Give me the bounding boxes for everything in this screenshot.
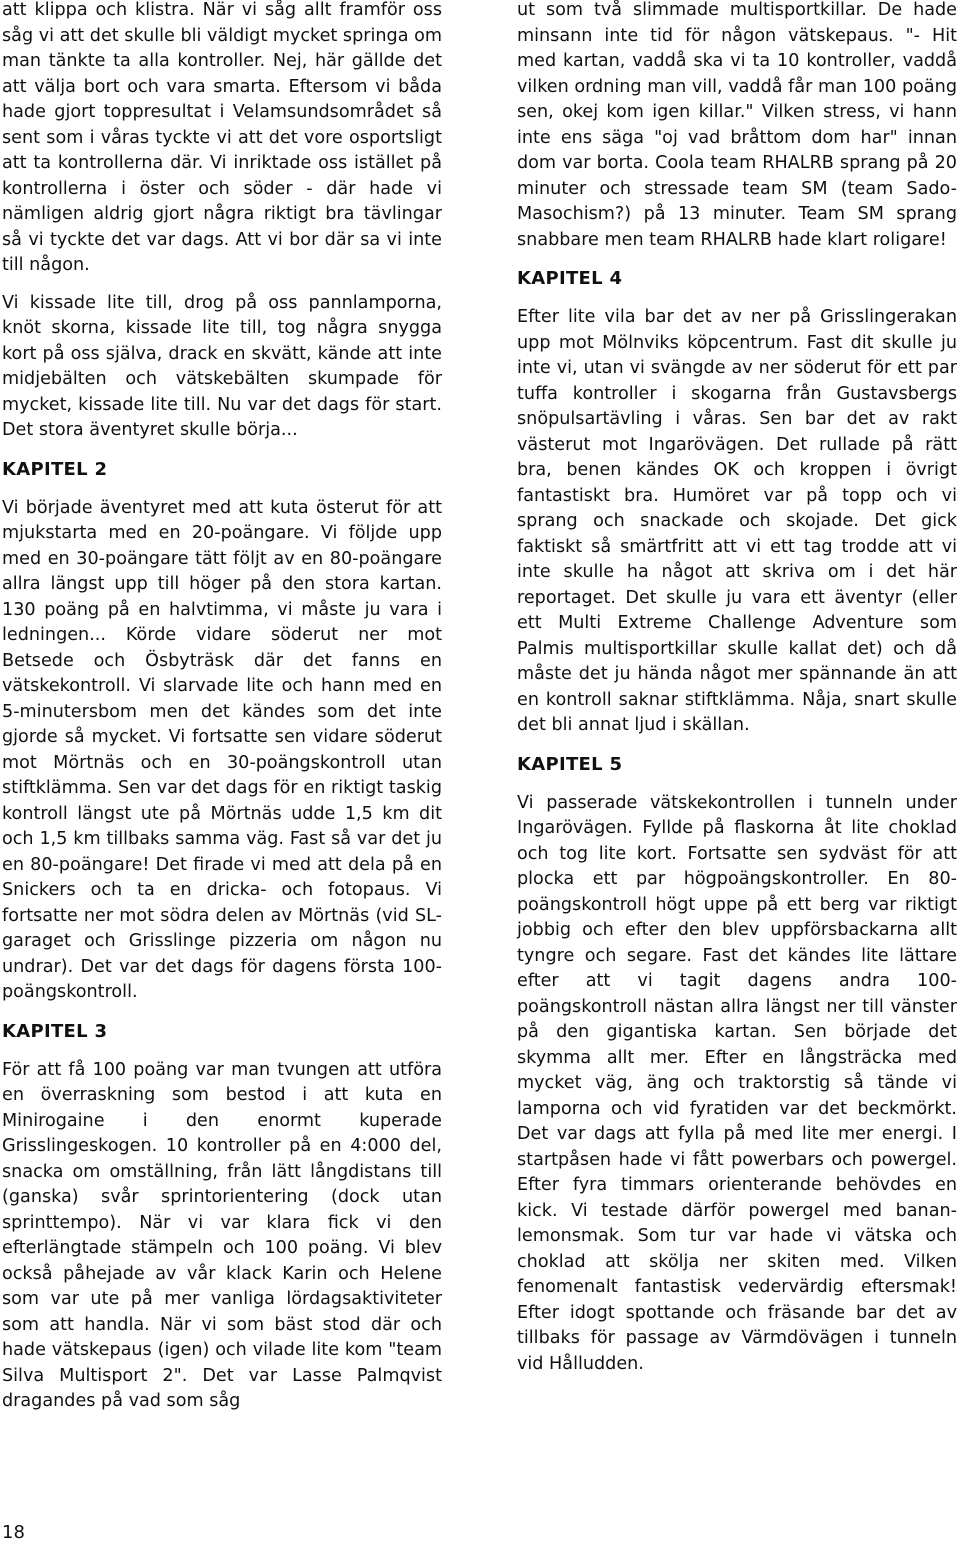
paragraph-kapitel-3: För att få 100 poäng var man tvungen att utföra en överraskning som bestod i att kuta en Minirogaine i den enormt kuperade Grisslingeskogen. 10 kontroller på en 4:000 del, snacka om omställning, från lätt långdistans till (ganska) svår sprintorientering (dock utan sprinttempo). När vi var klara fick vi den efterlängtade stämpeln och 100 poäng. Vi blev också påhejade av vår klack Karin och Helene som var ute på mer vanliga lördagsaktiviteter som att handla. När vi som bäst stod där och hade vätskepaus (igen) och vilade lite kom "team Silva Multisport 2". Det var Lasse Palmqvist dragandes på vad som såg [2,1059,442,1411]
heading-kapitel-3: KAPITEL 3 [2,1020,108,1042]
paragraph-kapitel-5: Vi passerade vätskekontrollen i tunneln under Ingarövägen. Fyllde på flaskorna åt lite choklad och tog lite kort. Fortsatte sen sydväst för att plocka ett par högpoängskontroller. En 80-poängskontroll högt uppe på ett berg var riktigt jobbig och efter den blev uppförsbackarna allt tyngre och segare. Fast det kändes lite lättare efter att vi tagit dagens andra 100-poängskontroll nästan allra längst ner till vänster på den gigantiska kartan. Sen började det skymma allt mer. Efter en långsträcka med mycket väg, äng och traktorstig så tände vi lamporna och vid fyratiden var det beckmörkt. Det var dags att fylla på med lite mer energi. I startpåsen hade vi fått powerbars och powergel. Efter fyra timmars orienterande behövdes en kick. Vi testade därför powergel med banan-lemonsmak. Som tur var hade vi vätska och choklad att skölja ner skiten med. Vilken fenomenalt fantastisk vedervärdig eftersmak! Efter idogt spottande och fräsande bar det av tillbaks för passage av Värmdövägen i tunneln vid Hålludden. [517,792,957,1374]
paragraph-preparation: Vi kissade lite till, drog på oss pannlamporna, knöt skorna, kissade lite till, tog några snygga kort på oss själva, drack en skvätt, kände att inte midjebälten och vätskebälten skumpade för mycket, kissade lite till. Nu var det dags för start. Det stora äventyret skulle börja... [2,292,442,440]
left-column [2,0,442,1427]
heading-kapitel-4: KAPITEL 4 [517,268,623,289]
page-number: 18 [2,1522,25,1543]
paragraph-kapitel-2: Vi började äventyret med att kuta österut för att mjukstarta med en 20-poängare. Vi följde upp med en 30-poängare tätt följt av en 80-poängare allra längst upp till höger på den stora kartan. 130 poäng på en halvtimma, vi måste ju vara i ledningen... Körde vidare söderut ner mot Betsede och Ösbyträsk där det fanns en vätskekontroll. Vi slarvade lite och hann med en 5-minutersbom men det kändes som det inte gjorde så mycket. Vi fortsatte sen vidare söderut mot Mörtnäs och en 30-poängskontroll utan stiftklämma. Sen var det dags för en riktigt taskig kontroll längst ute på Mörtnäs udde 1,5 km dit och 1,5 km tillbaks samma väg. Fast så var det ju en 80-poängare! Det firade vi med att dela på en Snickers och ta en dricka- och fotopaus. Vi fortsatte ner mot södra delen av Mörtnäs (vid SL-garaget och Grisslinge pizzeria om någon nu undrar). Det var det dags för dagens första 100-poängskontroll. [2,497,442,1002]
heading-kapitel-5: KAPITEL 5 [517,753,623,775]
paragraph-kapitel-3-continued: ut som två slimmade multisportkillar. De hade minsann inte tid för någon vätskepaus. "- Hit med kartan, vaddå ska vi ta 10 kontroller, vaddå vilken ordning man vill, vaddå får man 100 poäng sen, okej kom igen killar." Vilken stress, vi hann inte ens säga "oj vad bråttom dom har" innan dom var borta. Coola team RHALRB sprang på 20 minuter och stressade team SM (team Sado-Masochism?) på 13 minuter. Team SM sprang snabbare men team RHALRB hade klart roligare! [517,0,957,250]
paragraph-intro-continued: att klippa och klistra. När vi såg allt framför oss såg vi att det skulle bli väldigt mycket springa om man tänkte ta alla kontroller. Nej, här gällde det att välja bort och vara smarta. Eftersom vi båda hade gjort toppresultat i Velamsundsområdet så sent som i våras tyckte vi att det vore osportsligt att ta kontrollerna där. Vi inriktade oss istället på kontrollerna i öster och söder - där hade vi nämligen aldrig gjort några riktigt bra tävlingar så vi tyckte det var dags. Att vi bor där sa vi inte till någon. [2,0,442,275]
right-column [517,0,957,1389]
paragraph-kapitel-4: Efter lite vila bar det av ner på Grisslingerakan upp mot Mölnviks köpcentrum. Fast dit skulle ju inte vi, utan vi svängde av ner söderut för ett par tuffa kontroller i skogarna från Gustavsbergs snöpulsartävling i våras. Sen bar det av rakt västerut mot Ingarövägen. Det rullade på rätt bra, benen kändes OK och kroppen i övrigt fantastiskt bra. Humöret var på topp och vi sprang och snackade och skojade. Det gick faktiskt så smärtfritt att vi ett tag trodde att vi inte skulle ha något att skriva om i det här reportaget. Det skulle ju vara ett äventyr (eller ett Multi Extreme Challenge Adventure som Palmis multisportkillar skulle kallat det) och då måste det ju hända något mer spännande än att en kontroll saknar stiftklämma. Nåja, snart skulle det bli annat ljud i skällan. [517,307,957,735]
heading-kapitel-2: KAPITEL 2 [2,458,108,480]
